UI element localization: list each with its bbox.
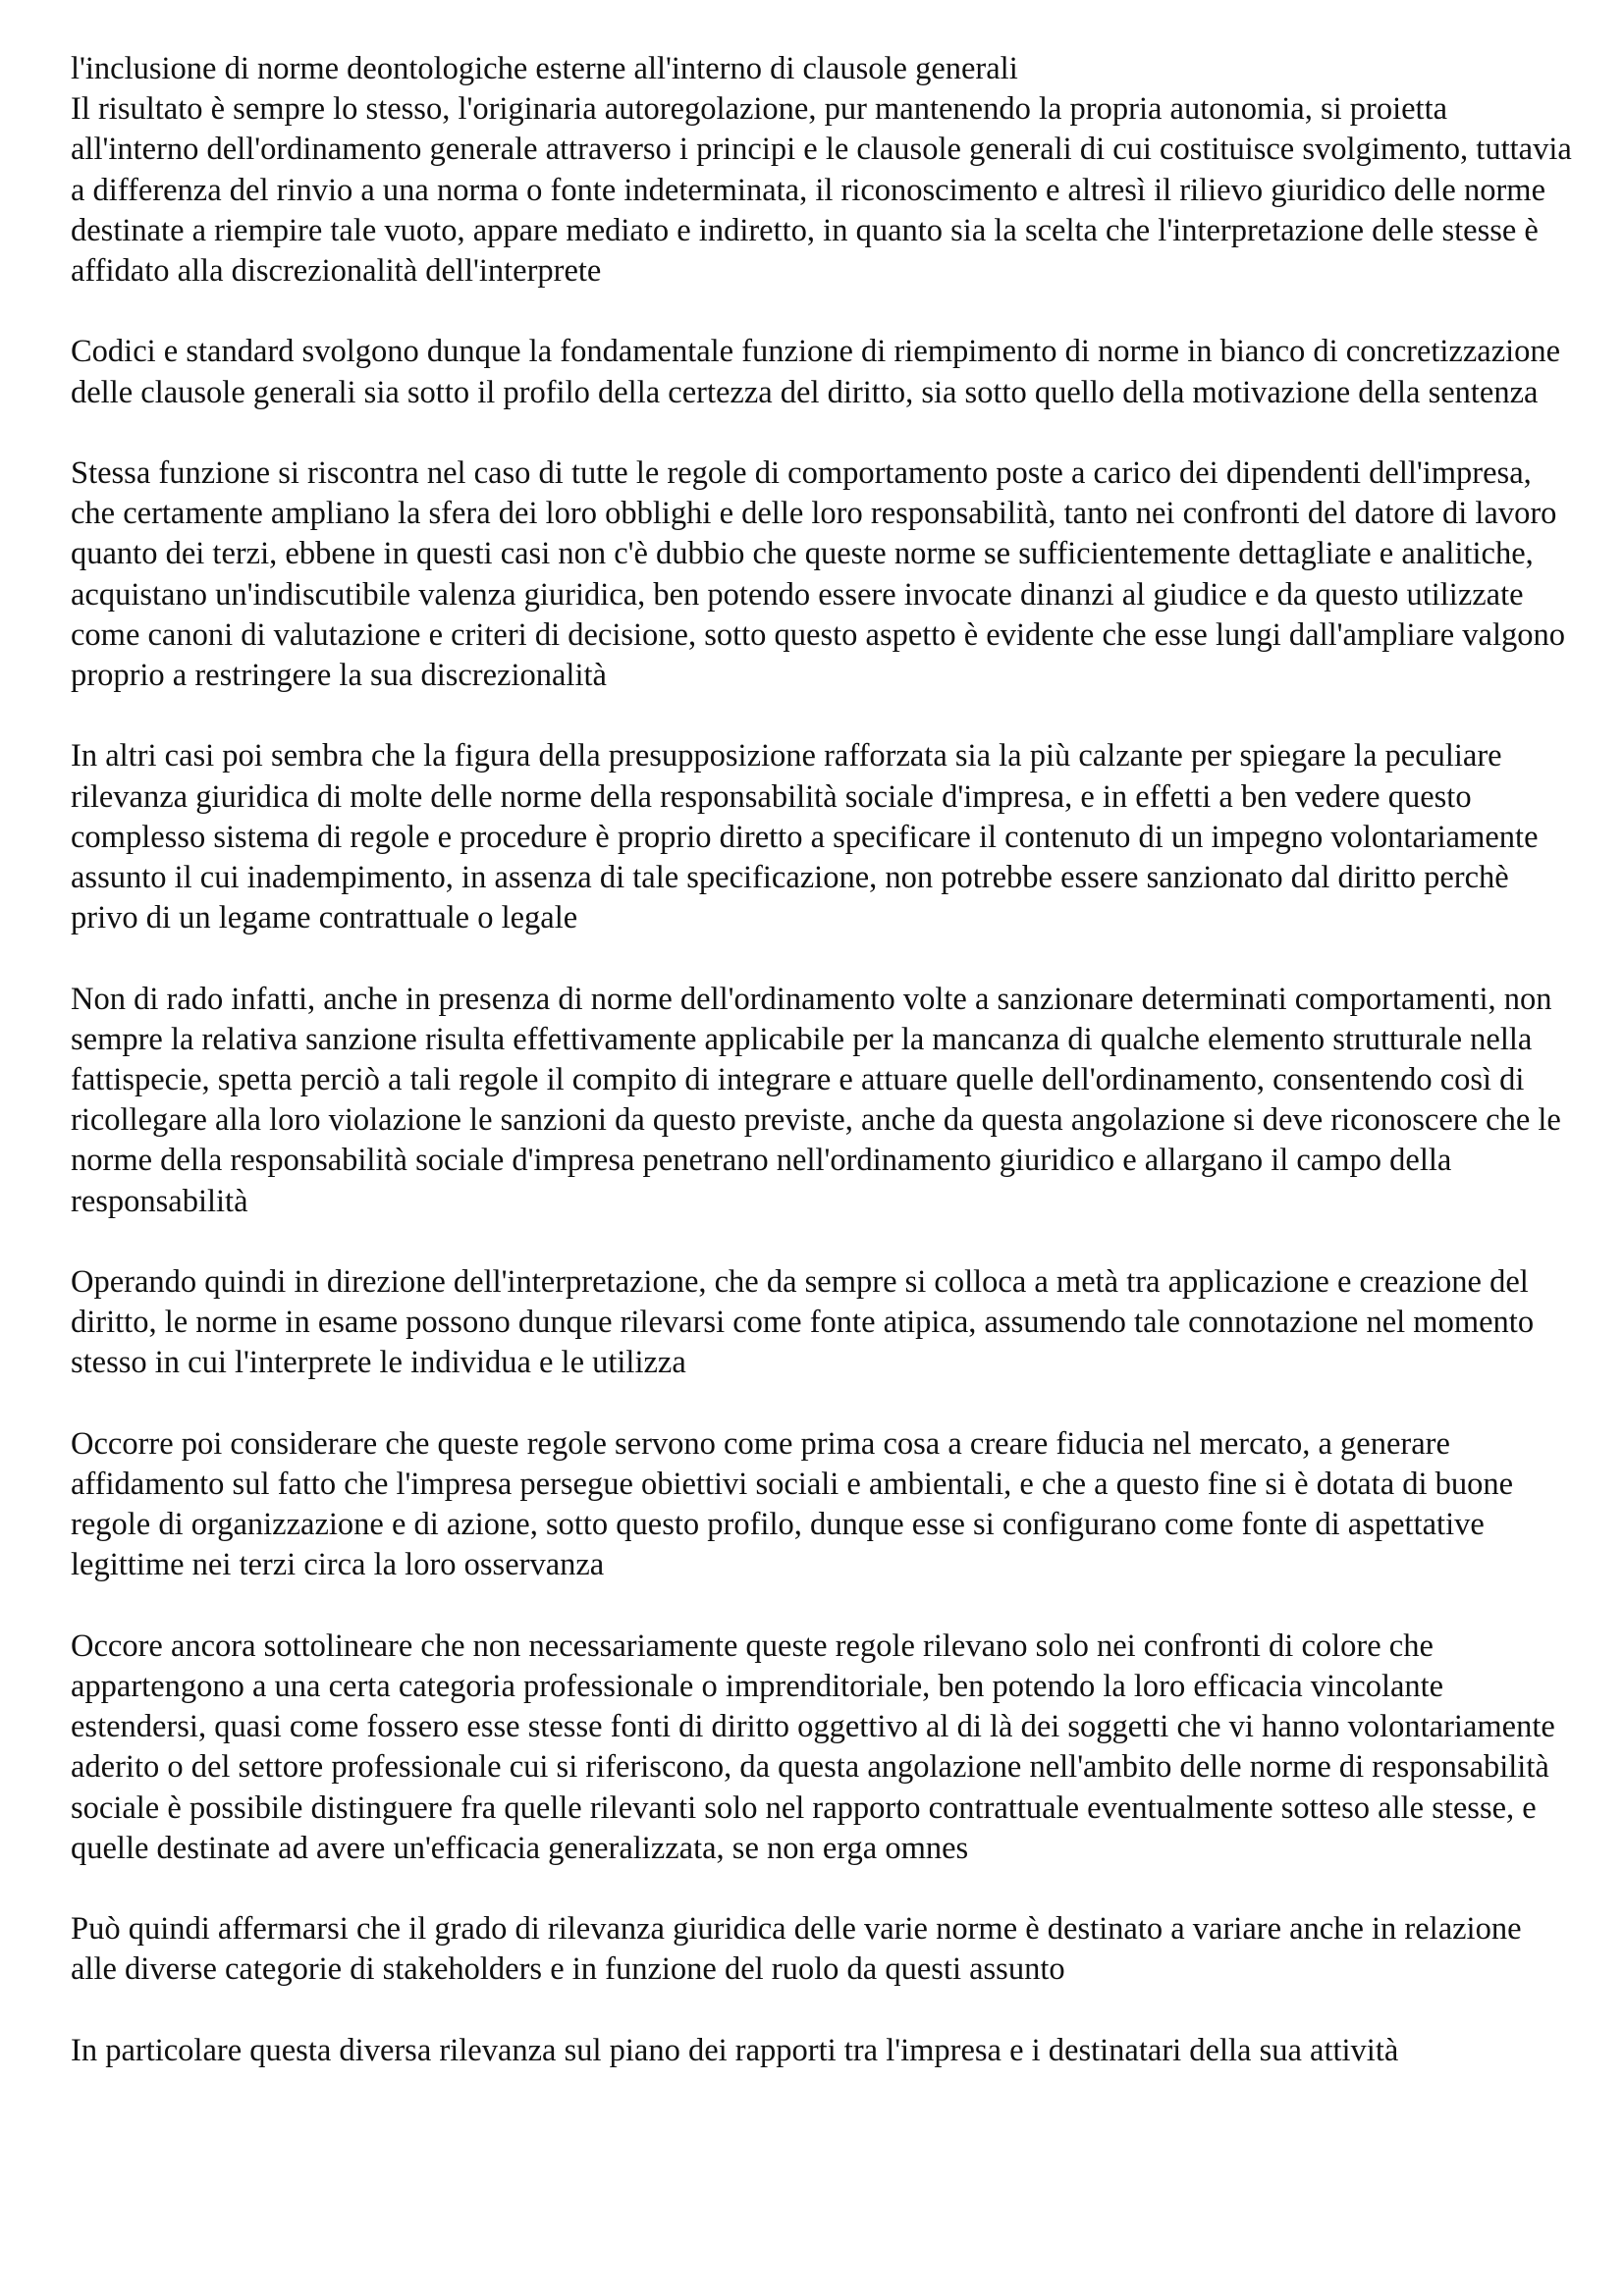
paragraph-11: In particolare questa diversa rilevanza sul piano dei rapporti tra l'impresa e i destinatari della sua attività — [71, 2032, 1399, 2068]
paragraph-3: Codici e standard svolgono dunque la fondamentale funzione di riempimento di norme in bianco di concretizzazione delle clausole generali sia sotto il profilo della certezza del diritto, sia sotto quello della motivazione della sentenza — [71, 334, 1561, 410]
paragraph-6: Non di rado infatti, anche in presenza di norme dell'ordinamento volte a sanzionare determinati comportamenti, non sempre la relativa sanzione risulta effettivamente applicabile per la mancanza di qualche elemento strutturale nella fattispecie, spetta perciò a tali regole il compito di integrare e attuare quelle dell'ordinamento, consentendo così di ricollegare alla loro violazione le sanzioni da questo previste, anche da questa angolazione si deve riconoscere che le norme della responsabilità sociale d'impresa penetrano nell'ordinamento giuridico e allargano il campo della responsabilità — [71, 981, 1561, 1219]
paragraph-5: In altri casi poi sembra che la figura della presupposizione rafforzata sia la più calzante per spiegare la peculiare rilevanza giuridica di molte delle norme della responsabilità sociale d'impresa, e in effetti a ben vedere questo complesso sistema di regole e procedure è proprio diretto a specificare il contenuto di un impegno volontariamente assunto il cui inadempimento, in assenza di tale specificazione, non potrebbe essere sanzionato dal diritto perchè privo di un legame contrattuale o legale — [71, 738, 1539, 936]
paragraph-1: l'inclusione di norme deontologiche esterne all'interno di clausole generali — [71, 51, 1018, 86]
paragraph-7: Operando quindi in direzione dell'interpretazione, che da sempre si colloca a metà tra applicazione e creazione del diritto, le norme in esame possono dunque rilevarsi come fonte atipica, assumendo tale connotazione nel momento stesso in cui l'interprete le individua e le utilizza — [71, 1264, 1535, 1381]
document-page — [71, 49, 1573, 2111]
paragraph-10: Può quindi affermarsi che il grado di rilevanza giuridica delle varie norme è destinato a variare anche in relazione alle diverse categorie di stakeholders e in funzione del ruolo da questi assunto — [71, 1911, 1522, 1988]
paragraph-9: Occore ancora sottolineare che non necessariamente queste regole rilevano solo nei confronti di colore che appartengono a una certa categoria professionale o imprenditoriale, ben potendo la loro efficacia vincolante estendersi, quasi come fossero esse stesse fonti di diritto oggettivo al di là dei soggetti che vi hanno volontariamente aderito o del settore professionale cui si riferiscono, da questa angolazione nell'ambito delle norme di responsabilità sociale è possibile distinguere fra quelle rilevanti solo nel rapporto contrattuale eventualmente sotteso alle stesse, e quelle destinate ad avere un'efficacia generalizzata, se non erga omnes — [71, 1628, 1555, 1866]
paragraph-4: Stessa funzione si riscontra nel caso di tutte le regole di comportamento poste a carico dei dipendenti dell'impresa, che certamente ampliano la sfera dei loro obblighi e delle loro responsabilità, tanto nei confronti del datore di lavoro quanto dei terzi, ebbene in questi casi non c'è dubbio che queste norme se sufficientemente dettagliate e analitiche, acquistano un'indiscutibile valenza giuridica, ben potendo essere invocate dinanzi al giudice e da questo utilizzate come canoni di valutazione e criteri di decisione, sotto questo aspetto è evidente che esse lungi dall'ampliare valgono proprio a restringere la sua discrezionalità — [71, 455, 1566, 694]
paragraph-8: Occorre poi considerare che queste regole servono come prima cosa a creare fiducia nel mercato, a generare affidamento sul fatto che l'impresa persegue obiettivi sociali e ambientali, e che a questo fine si è dotata di buone regole di organizzazione e di azione, sotto questo profilo, dunque esse si configurano come fonte di aspettative legittime nei terzi circa la loro osservanza — [71, 1425, 1514, 1583]
paragraph-2: Il risultato è sempre lo stesso, l'originaria autoregolazione, pur mantenendo la propria autonomia, si proietta all'interno dell'ordinamento generale attraverso i principi e le clausole generali di cui costituisce svolgimento, tuttavia a differenza del rinvio a una norma o fonte indeterminata, il riconoscimento e altresì il rilievo giuridico delle norme destinate a riempire tale vuoto, appare mediato e indiretto, in quanto sia la scelta che l'interpretazione delle stesse è affidato alla discrezionalità dell'interprete — [71, 91, 1572, 290]
